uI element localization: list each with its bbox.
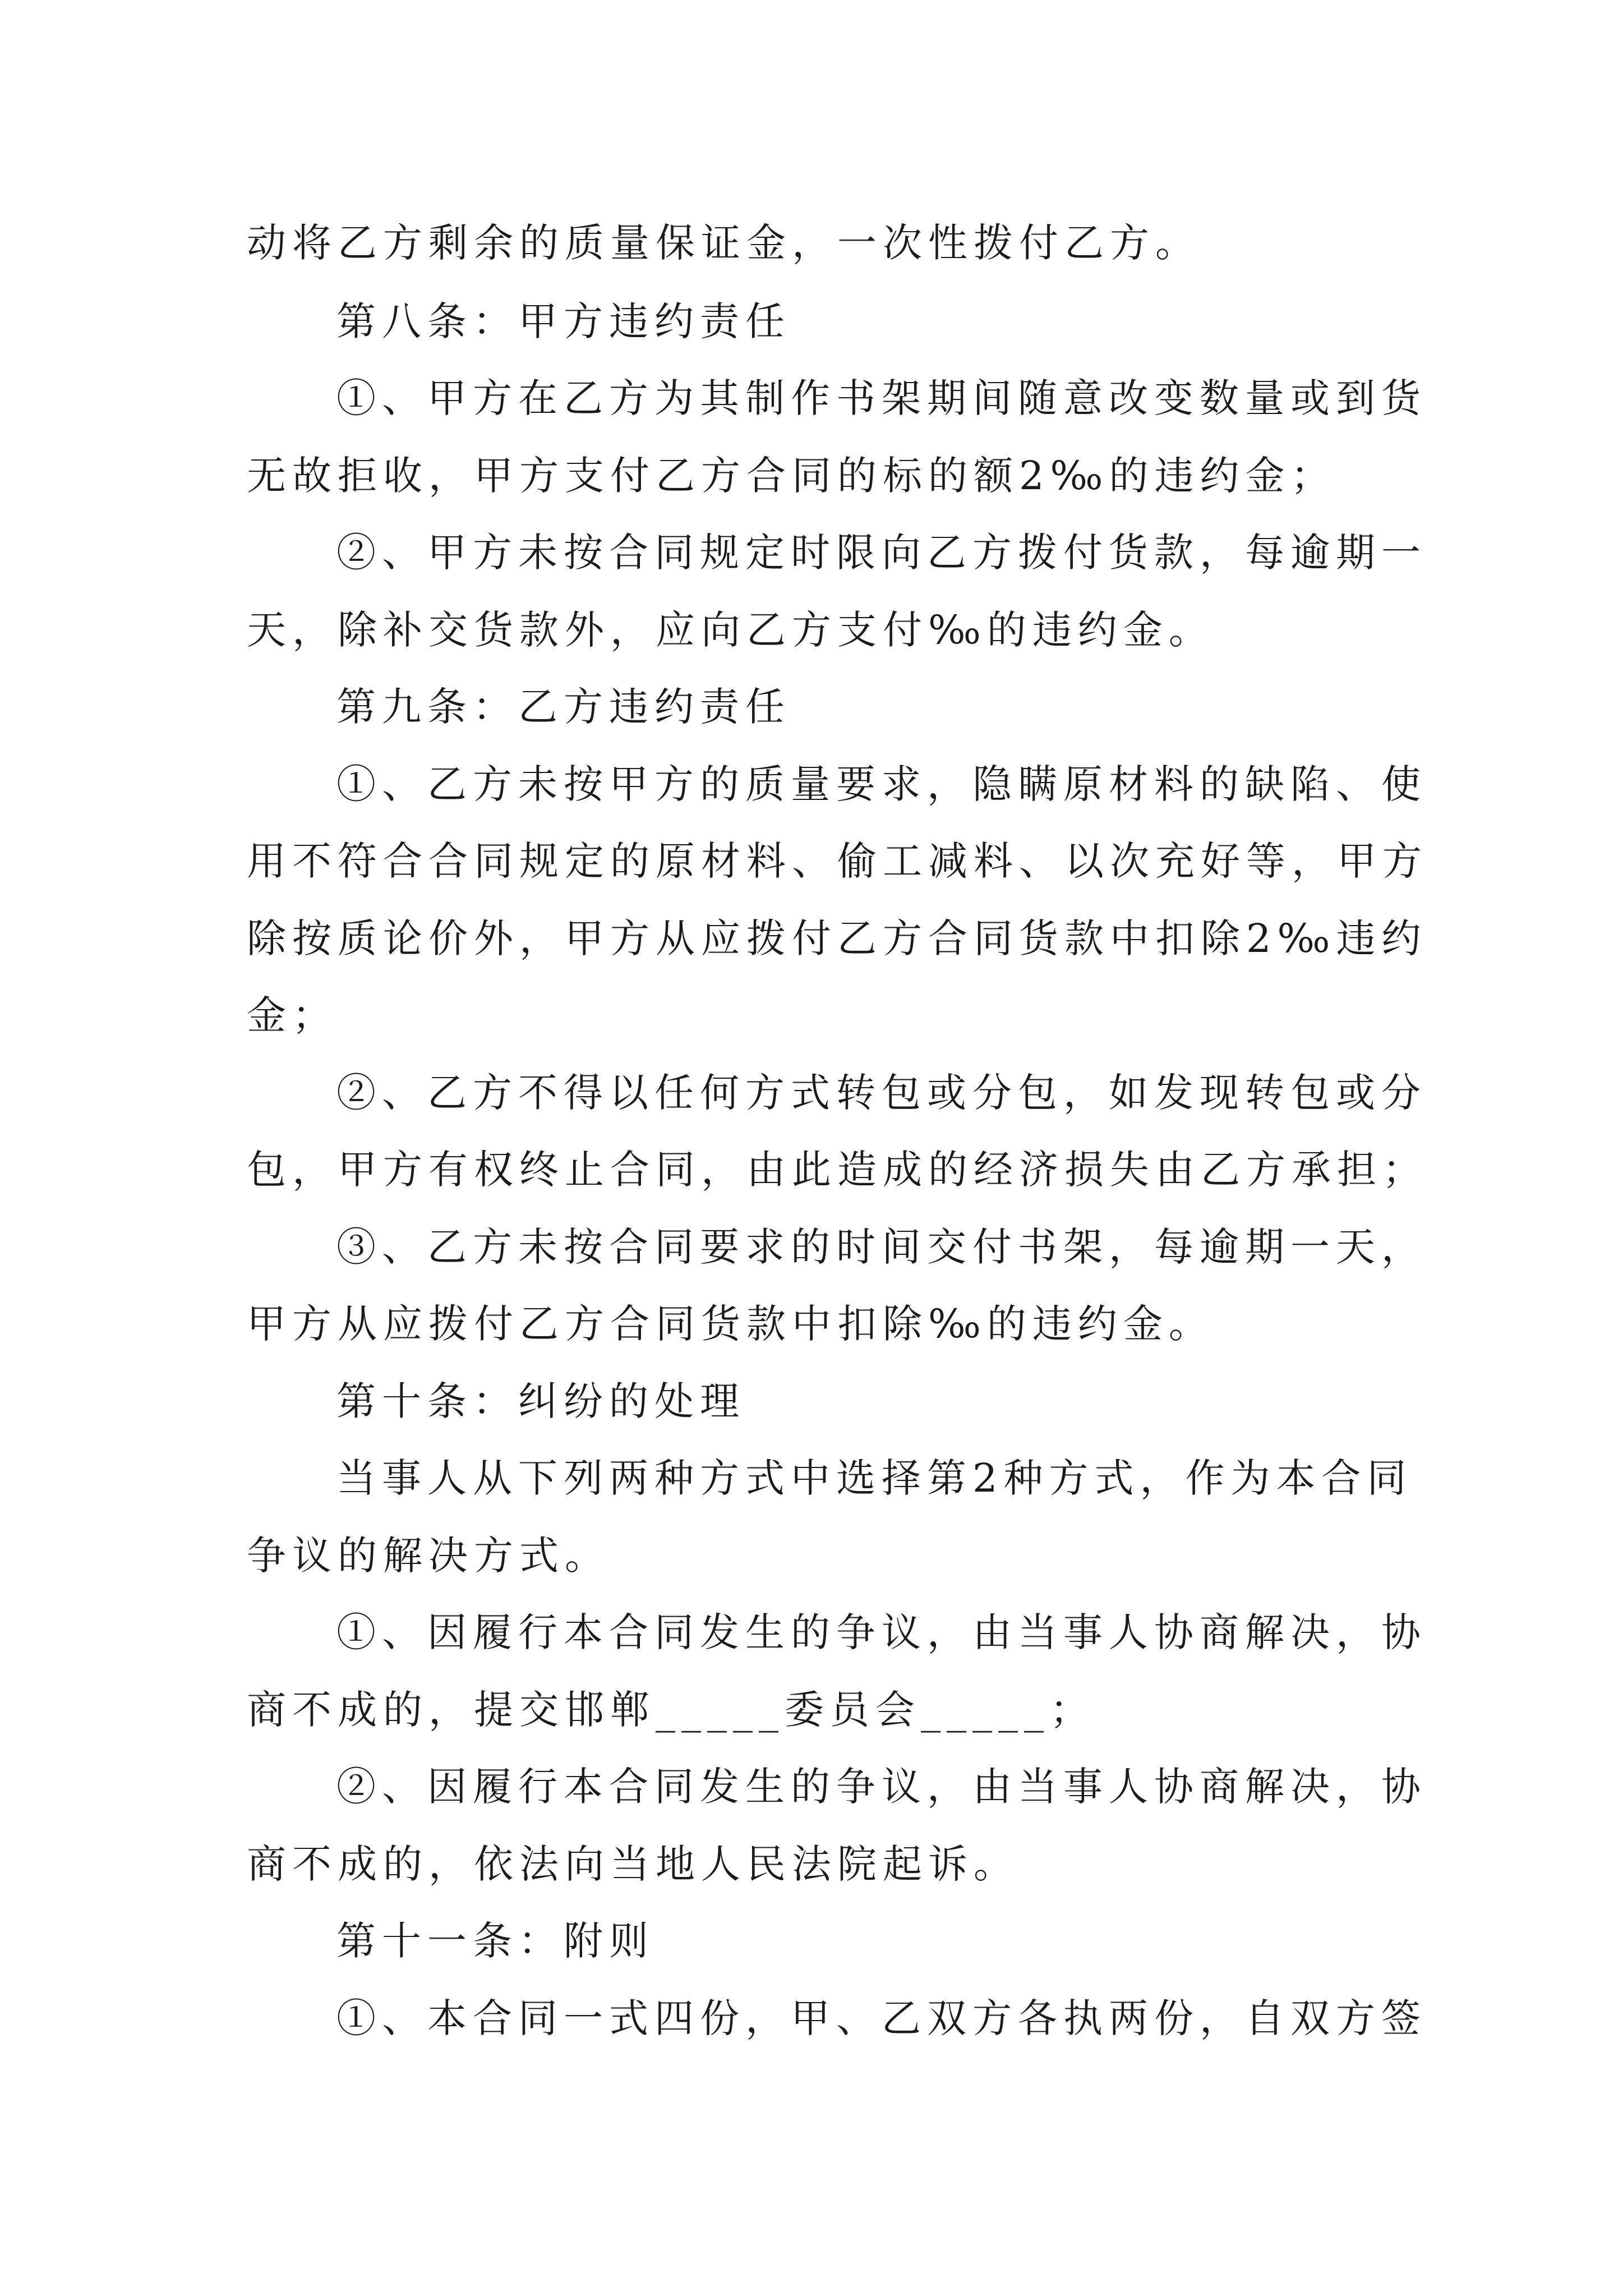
paragraph-line: ②、乙方不得以任何方式转包或分包，如发现转包或分 xyxy=(336,1070,1427,1116)
paragraph-line: 天，除补交货款外，应向乙方支付‰的违约金。 xyxy=(247,607,1214,653)
paragraph-line: 用不符合合同规定的原材料、偷工减料、以次充好等，甲方 xyxy=(247,838,1428,884)
article-heading: 第九条：乙方违约责任 xyxy=(336,684,791,730)
paragraph-line: ①、因履行本合同发生的争议，由当事人协商解决，协 xyxy=(336,1609,1427,1655)
paragraph-line: 金； xyxy=(247,992,338,1038)
paragraph-line: ②、甲方未按合同规定时限向乙方拨付货款，每逾期一 xyxy=(336,530,1427,576)
article-heading: 第八条：甲方违约责任 xyxy=(336,298,791,344)
article-heading: 第十一条：附则 xyxy=(336,1918,654,1964)
paragraph-line: 当事人从下列两种方式中选择第2种方式，作为本合同 xyxy=(336,1455,1413,1501)
paragraph-line: ①、乙方未按甲方的质量要求，隐瞒原材料的缺陷、使 xyxy=(336,761,1427,807)
paragraph-line: ③、乙方未按合同要求的时间交付书架，每逾期一天， xyxy=(336,1224,1427,1270)
paragraph-line: 除按质论价外，甲方从应拨付乙方合同货款中扣除2‰违约 xyxy=(247,915,1427,961)
paragraph-line: 争议的解决方式。 xyxy=(247,1533,610,1579)
paragraph-line: ②、因履行本合同发生的争议，由当事人协商解决，协 xyxy=(336,1764,1427,1810)
paragraph-line: 商不成的，提交邯郸_____委员会_____； xyxy=(247,1687,1095,1733)
paragraph-line: 包，甲方有权终止合同，由此造成的经济损失由乙方承担； xyxy=(247,1147,1428,1193)
article-heading: 第十条：纠纷的处理 xyxy=(336,1378,745,1424)
paragraph-line: ①、本合同一式四份，甲、乙双方各执两份，自双方签 xyxy=(336,1995,1427,2041)
paragraph-line: 动将乙方剩余的质量保证金，一次性拨付乙方。 xyxy=(247,220,1201,266)
paragraph-line: 甲方从应拨付乙方合同货款中扣除‰的违约金。 xyxy=(247,1301,1214,1347)
paragraph-line: 无故拒收，甲方支付乙方合同的标的额2‰的违约金； xyxy=(247,453,1336,499)
paragraph-line: 商不成的，依法向当地人民法院起诉。 xyxy=(247,1841,1019,1887)
paragraph-line: ①、甲方在乙方为其制作书架期间随意改变数量或到货 xyxy=(336,375,1427,421)
